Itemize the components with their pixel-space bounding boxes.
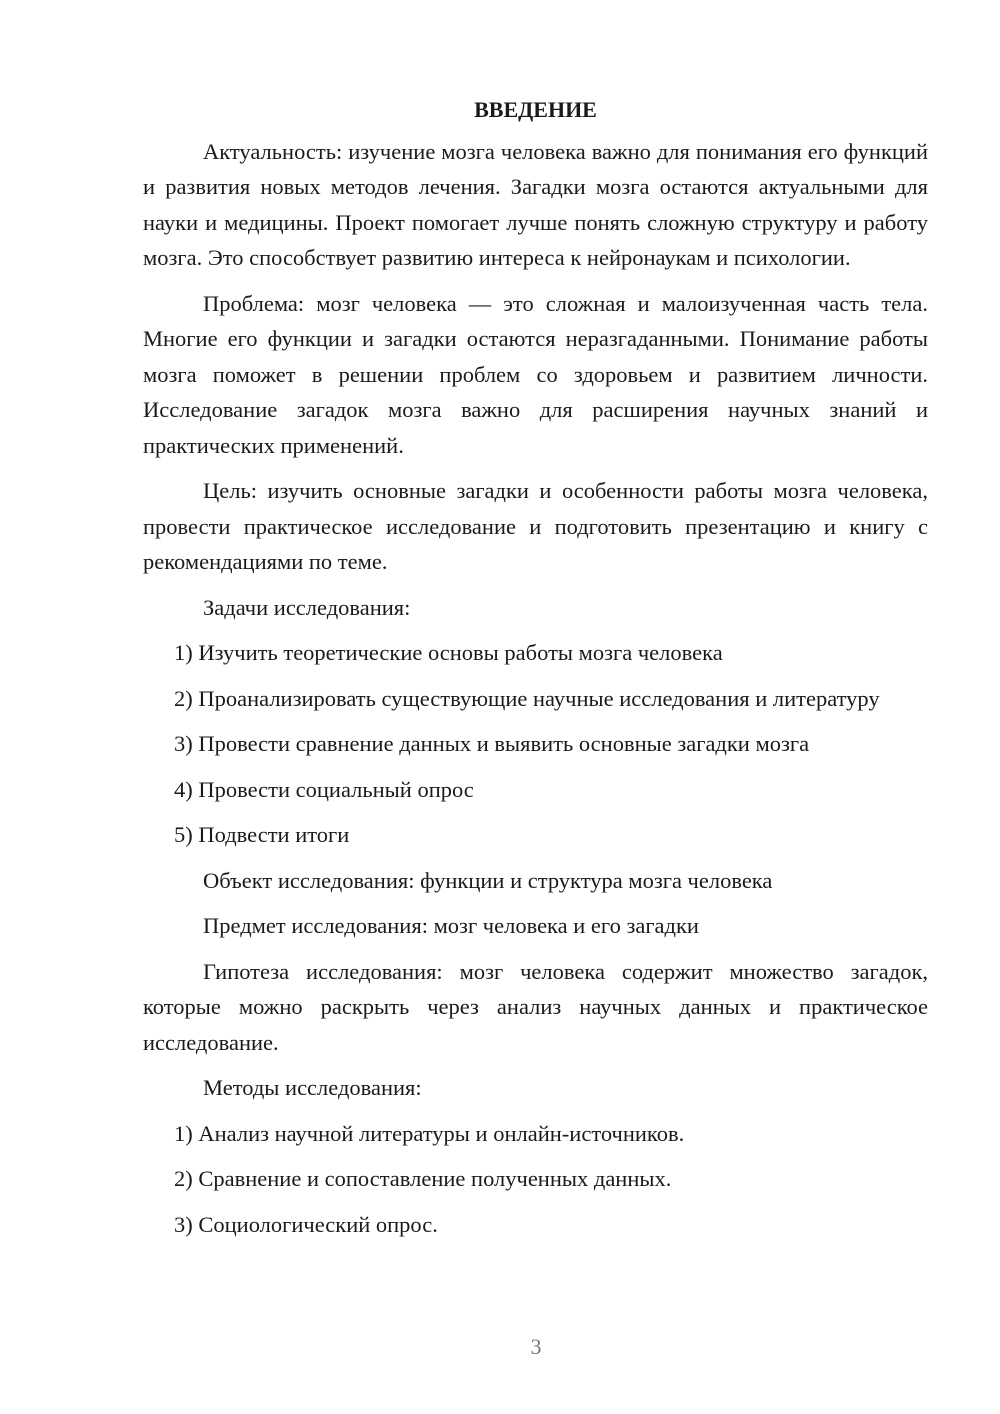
method-item-2: 2) Сравнение и сопоставление полученных данных.	[174, 1166, 672, 1191]
task-item-5: 5) Подвести итоги	[174, 822, 350, 847]
methods-heading: Методы исследования:	[203, 1075, 422, 1100]
tasks-heading: Задачи исследования:	[203, 594, 411, 620]
paragraph-hypothesis: Гипотеза исследования: мозг человека содержит множество загадок, которые можно раскрыть через анализ научных данных и практическое исследование.	[143, 958, 928, 1055]
paragraph-goal: Цель: изучить основные загадки и особенности работы мозга человека, провести практическое исследование и подготовить презентацию и книгу с рекомендациями по теме.	[143, 478, 928, 574]
paragraph-subject: Предмет исследования: мозг человека и его загадки	[203, 913, 699, 938]
method-item-3: 3) Социологический опрос.	[174, 1211, 438, 1237]
task-item-1: 1) Изучить теоретические основы работы мозга человека	[174, 640, 723, 665]
paragraph-relevance: Актуальность: изучение мозга человека важно для понимания его функций и развития новых методов лечения. Загадки мозга остаются актуальными для науки и медицины. Проект помогает лучше понять сложную структуру и работу мозга. Это способствует развитию интереса к нейронаукам и психологии.	[143, 138, 928, 270]
paragraph-object: Объект исследования: функции и структура мозга человека	[203, 867, 773, 893]
page-content	[143, 92, 928, 1252]
method-item-1: 1) Анализ научной литературы и онлайн-источников.	[174, 1120, 685, 1146]
page-number: 3	[530, 1334, 542, 1359]
page-title: ВВЕДЕНИЕ	[474, 97, 597, 122]
task-item-4: 4) Провести социальный опрос	[174, 776, 474, 802]
task-item-2: 2) Проанализировать существующие научные исследования и литературу	[174, 685, 880, 711]
paragraph-problem: Проблема: мозг человека — это сложная и малоизученная часть тела. Многие его функции и загадки остаются неразгаданными. Понимание работы мозга поможет в решении проблем со здоровьем и развитием личности. Исследование загадок мозга важно для расширения научных знаний и практических применений.	[143, 290, 928, 458]
task-item-3: 3) Провести сравнение данных и выявить основные загадки мозга	[174, 731, 810, 756]
